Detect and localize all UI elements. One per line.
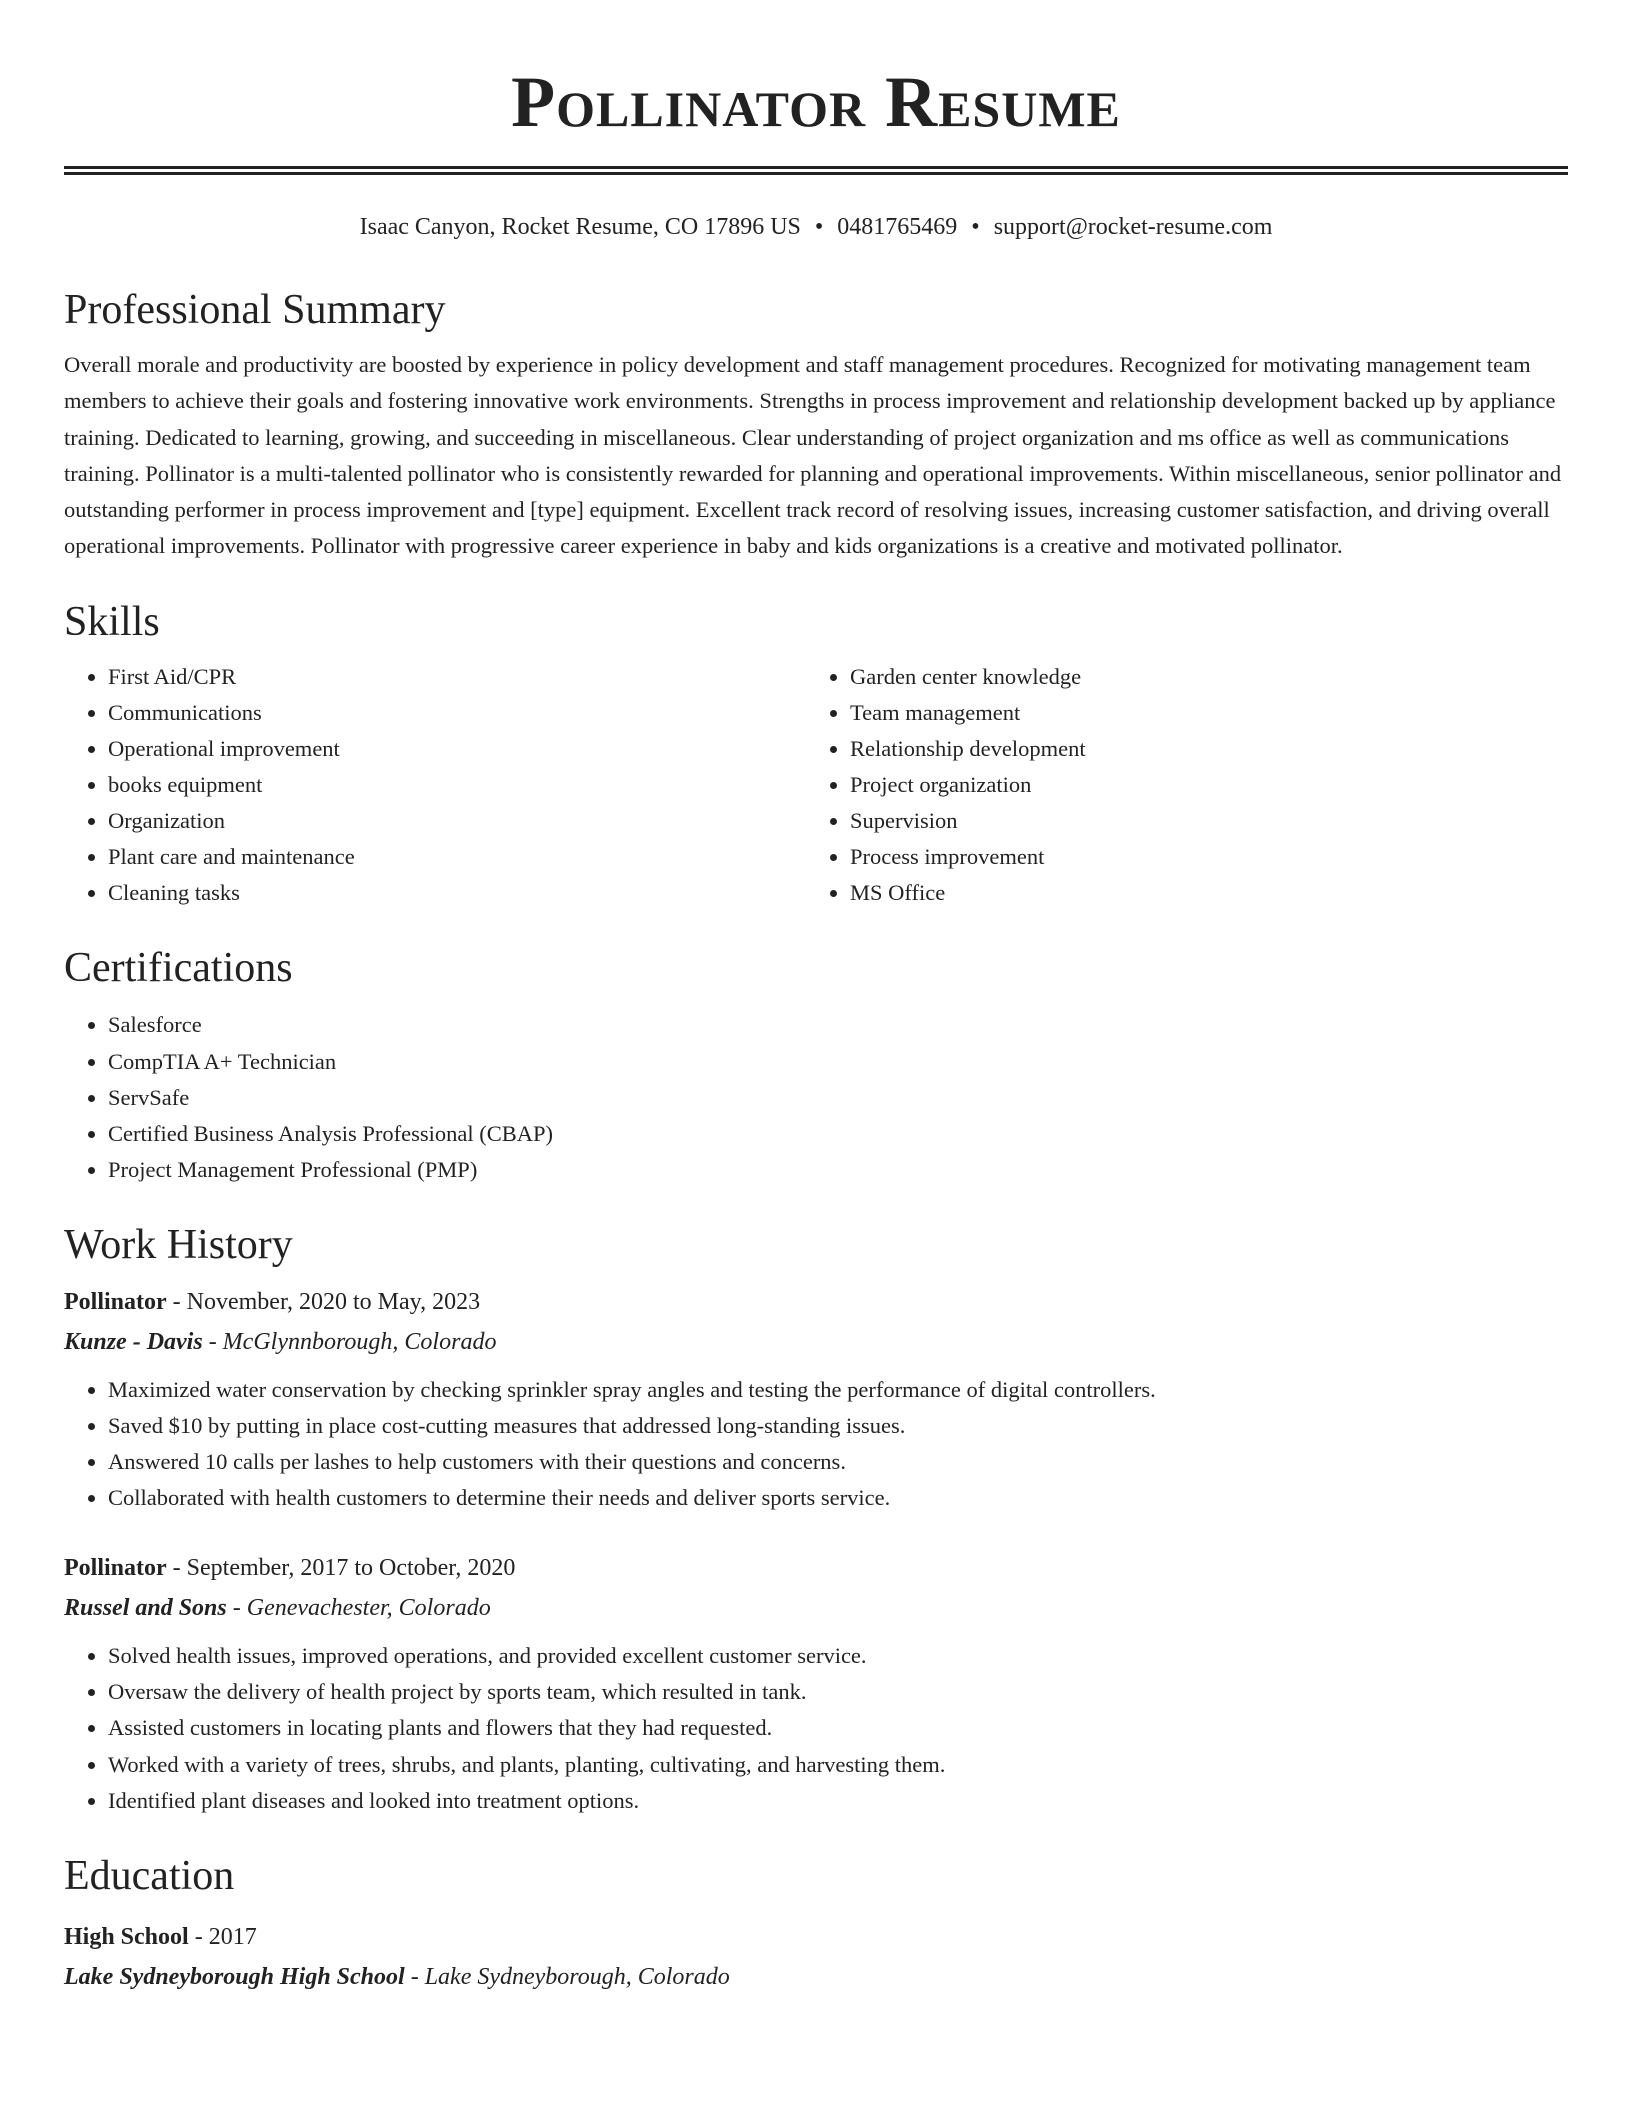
- job-bullet: • Collaborated with health customers to determine their needs and deliver sports service.: [108, 1480, 1568, 1516]
- job-bullet: • Solved health issues, improved operations, and provided excellent customer service.: [108, 1638, 1568, 1674]
- certification-item: • Salesforce: [108, 1007, 1568, 1043]
- job-bullet: • Answered 10 calls per lashes to help customers with their questions and concerns.: [108, 1444, 1568, 1480]
- job-company-line: [64, 1322, 1568, 1362]
- contact-address: Isaac Canyon, Rocket Resume, CO 17896 US: [359, 214, 801, 240]
- skill-item: • Communications: [108, 695, 806, 731]
- certifications-heading: Certifications: [64, 945, 293, 992]
- job-company-line: [64, 1588, 1568, 1628]
- job-title: Pollinator: [64, 1555, 167, 1582]
- contact-separator: •: [814, 214, 824, 240]
- skill-item: • Team management: [850, 695, 1548, 731]
- education-entry: [64, 1917, 1568, 1997]
- contact-line: [64, 211, 1568, 243]
- summary-heading: Professional Summary: [64, 287, 446, 333]
- certification-item: • ServSafe: [108, 1080, 1568, 1116]
- job-bullet: • Assisted customers in locating plants and flowers that they had requested.: [108, 1710, 1568, 1746]
- resume-title: Pollinator Resume: [511, 62, 1121, 142]
- skill-item: • MS Office: [850, 875, 1548, 911]
- job-location: - McGlynnborough, Colorado: [202, 1328, 497, 1355]
- title-divider: [64, 166, 1568, 175]
- job-dates: - November, 2020 to May, 2023: [166, 1288, 481, 1315]
- job-bullets: [64, 1638, 1568, 1818]
- job-bullet: • Identified plant diseases and looked into treatment options.: [108, 1783, 1568, 1819]
- education-degree: High School: [64, 1923, 189, 1950]
- job-location: - Genevachester, Colorado: [226, 1595, 491, 1622]
- education-location: - Lake Sydneyborough, Colorado: [404, 1963, 730, 1990]
- job-bullet: • Worked with a variety of trees, shrubs, and plants, planting, cultivating, and harvesting them.: [108, 1747, 1568, 1783]
- job-entry: [64, 1282, 1568, 1516]
- job-dates: - September, 2017 to October, 2020: [166, 1555, 516, 1582]
- skills-list-left: [64, 659, 806, 912]
- job-entry: [64, 1548, 1568, 1818]
- skills-heading: Skills: [64, 598, 160, 645]
- skills-columns: [64, 659, 1568, 912]
- certifications-list: [64, 1007, 1568, 1187]
- work-history-heading: Work History: [64, 1221, 293, 1268]
- skill-item: • Garden center knowledge: [850, 659, 1548, 695]
- skill-item: • Relationship development: [850, 731, 1548, 767]
- summary-text: Overall morale and productivity are boosted by experience in policy development and staff management procedures. Recognized for motivating management team members to achieve their goals and fostering innovative work environments. Strengths in process improvement and relationship development backed up by appliance training. Dedicated to learning, growing, and succeeding in miscellaneous. Clear understanding of project organization and ms office as well as communications training. Pollinator is a multi-talented pollinator who is consistently rewarded for planning and operational improvements. Within miscellaneous, senior pollinator and outstanding performer in process improvement and [type] equipment. Excellent track record of resolving issues, increasing customer satisfaction, and driving overall operational improvements. Pollinator with progressive career experience in baby and kids organizations is a creative and motivated pollinator.: [64, 352, 1562, 559]
- job-title: Pollinator: [64, 1288, 167, 1315]
- skills-list-right: [806, 659, 1548, 912]
- job-bullet: • Saved $10 by putting in place cost-cutting measures that addressed long-standing issues.: [108, 1408, 1568, 1444]
- certification-item: • Project Management Professional (PMP): [108, 1152, 1568, 1188]
- skills-column-right: [806, 659, 1548, 912]
- education-year: - 2017: [188, 1923, 257, 1950]
- certification-item: • Certified Business Analysis Professional (CBAP): [108, 1116, 1568, 1152]
- contact-phone: 0481765469: [837, 214, 958, 240]
- education-school: Lake Sydneyborough High School: [64, 1963, 405, 1990]
- certification-item: • CompTIA A+ Technician: [108, 1044, 1568, 1080]
- skill-item: • books equipment: [108, 767, 806, 803]
- skill-item: • First Aid/CPR: [108, 659, 806, 695]
- skill-item: • Organization: [108, 803, 806, 839]
- job-company: Russel and Sons: [64, 1595, 227, 1622]
- education-school-line: [64, 1957, 1568, 1997]
- skill-item: • Plant care and maintenance: [108, 839, 806, 875]
- job-bullet: • Maximized water conservation by checking sprinkler spray angles and testing the performance of digital controllers.: [108, 1372, 1568, 1408]
- education-heading: Education: [64, 1852, 235, 1899]
- contact-email: support@rocket-resume.com: [993, 214, 1273, 240]
- skills-column-left: [64, 659, 806, 912]
- skill-item: • Process improvement: [850, 839, 1548, 875]
- job-bullet: • Oversaw the delivery of health project by sports team, which resulted in tank.: [108, 1674, 1568, 1710]
- skill-item: • Operational improvement: [108, 731, 806, 767]
- job-title-line: [64, 1282, 1568, 1322]
- skill-item: • Cleaning tasks: [108, 875, 806, 911]
- job-bullets: [64, 1372, 1568, 1516]
- education-degree-line: [64, 1917, 1568, 1957]
- job-company: Kunze - Davis: [64, 1328, 203, 1355]
- job-title-line: [64, 1548, 1568, 1588]
- skill-item: • Project organization: [850, 767, 1548, 803]
- skill-item: • Supervision: [850, 803, 1548, 839]
- contact-separator: •: [971, 214, 980, 240]
